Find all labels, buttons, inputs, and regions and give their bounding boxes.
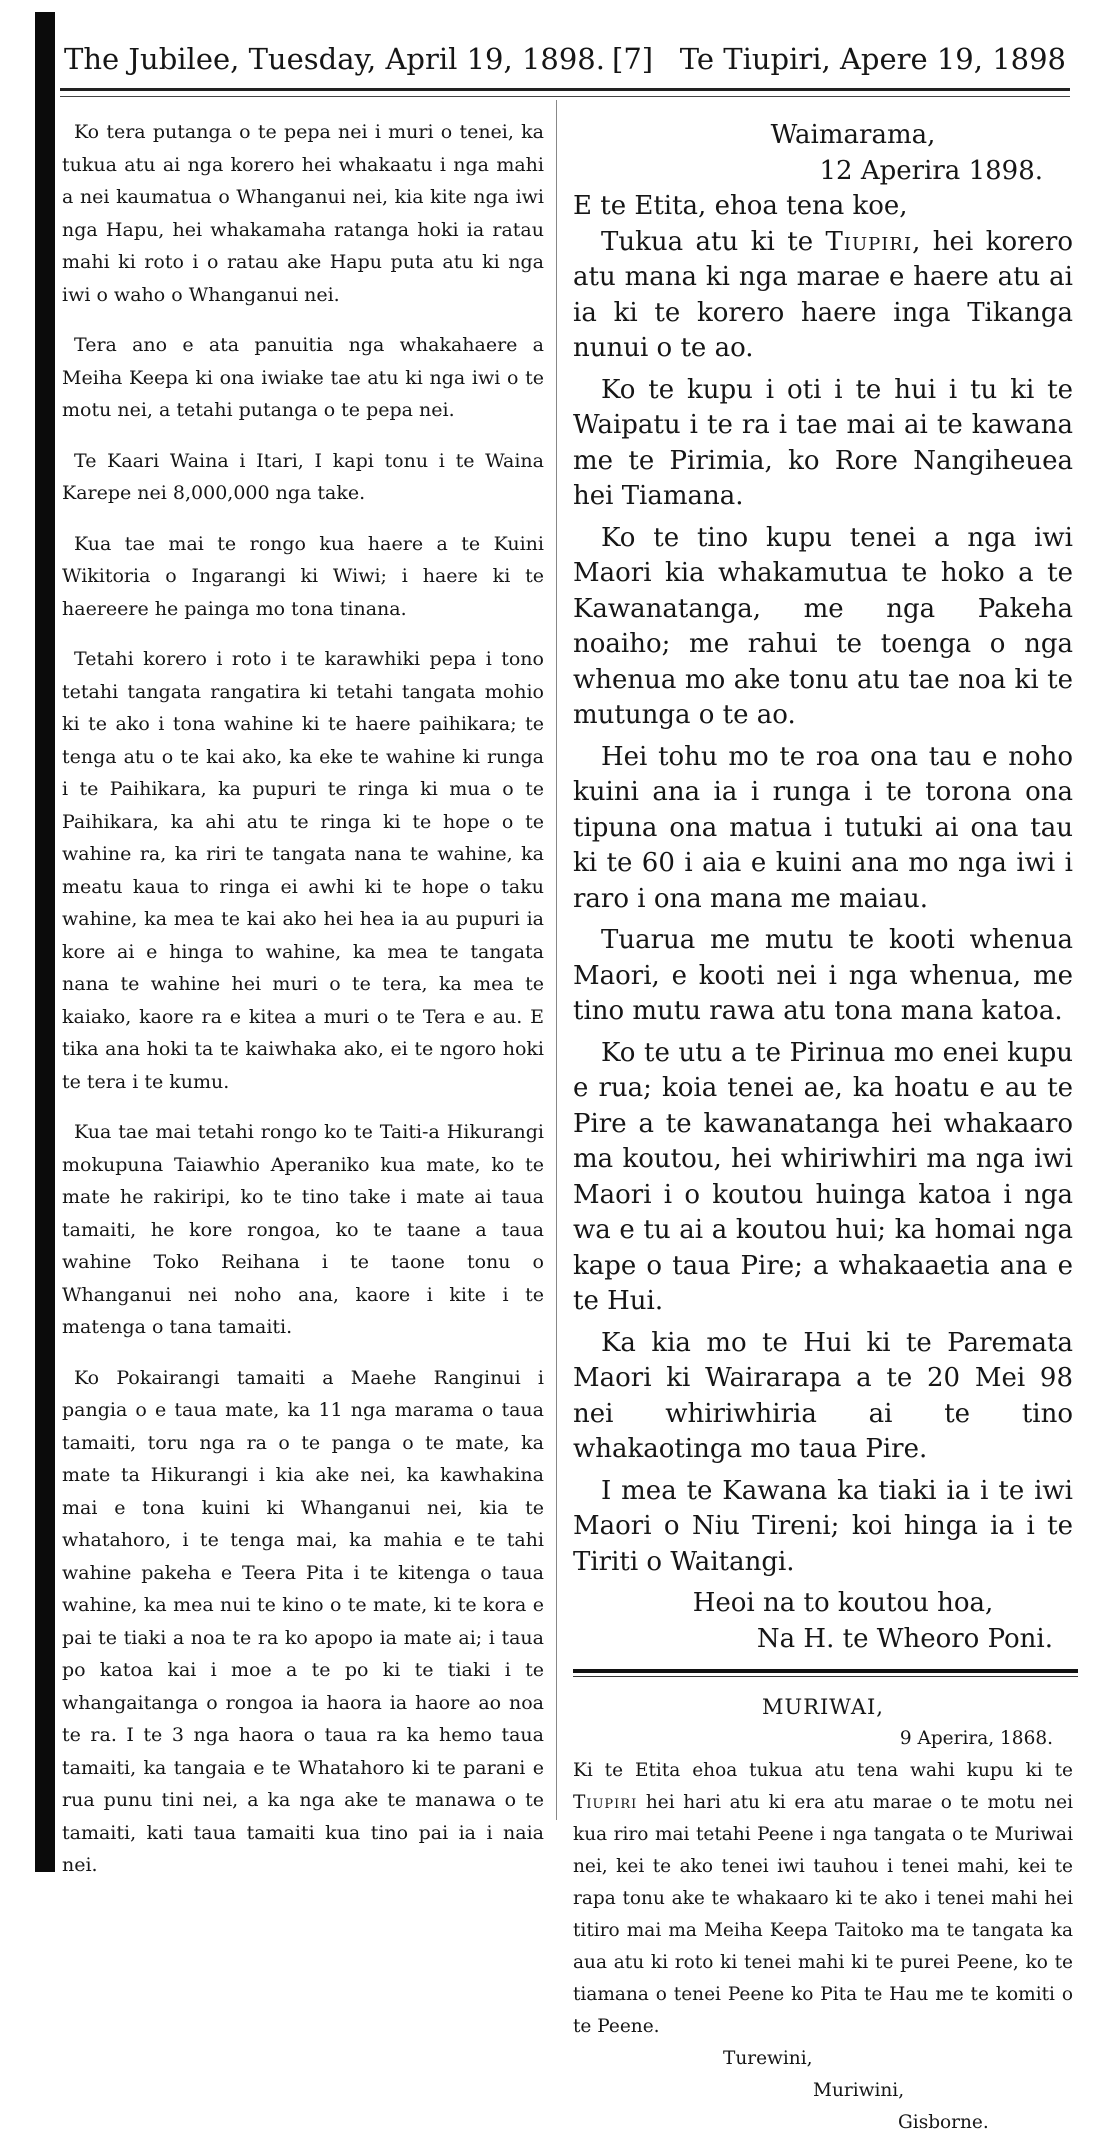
letter-date: 9 Aperira, 1868. [899, 1728, 1053, 1749]
news-paragraph: Tetahi korero i roto i te karawhiki pepa i tono tetahi tangata rangatira ki tetahi tangata mohio ki te ako i tona wahine ki te haere paihikara; te tenga atu o te kai ako, ka eke te wahine ki runga i te Paihikara, ka pupuri te ringa ki mua o te Paihikara, ka ahi atu te ringa ki te hope o te wahine ra, ka riri te tangata nana te wahine, ka meatu kaua to ringa ei awhi ki te hope o taku wahine, ka mea te kai ako hei hea ia au pupuri ia kore ai e hinga to wahine, ka mea te tangata nana te wahine hei muri o te tera, ka mea te kaiako, kaore ra e kitea a muri o te Tera e au. E tika ana hoki ta te kaiwhaka ako, ei te ngoro hoki te tera i te kumu. [62, 648, 544, 1093]
right-column [573, 118, 1073, 2139]
letter-paragraph: Ko te tino kupu tenei a nga iwi Maori kia whakamutua te hoko a te Kawanatanga, me nga Pakeha noaiho; me rahui te toenga o nga whenua mo ake tonu atu tae noa ki te mutunga o te ao. [573, 522, 1073, 730]
letter-body [573, 1755, 1073, 2043]
news-paragraph: Ko tera putanga o te pepa nei i muri o tenei, ka tukua atu ai nga korero hei whakaatu i nga mahi a nei kaumatua o Whanganui nei, kia kite nga iwi nga Hapu, hei whakamaha ratanga hoki ia ratau mahi ki roto i o ratau ake Hapu puta atu ki nga iwi o waho o Whanganui nei. [62, 121, 544, 306]
paper-name: Tiupiri [825, 226, 913, 257]
signature-line: Muriwini, [813, 2080, 905, 2101]
letter-paragraph: Ka kia mo te Hui ki te Paremata Maori ki Wairarapa a te 20 Mei 98 nei whiriwhiria ai te tino whakaotinga mo taua Pire. [573, 1327, 1073, 1464]
letter-muriwai [573, 1691, 1073, 2139]
paper-name: Tiupiri [573, 1792, 638, 1813]
letter-salutation: E te Etita, ehoa tena koe, [573, 191, 908, 221]
header-english-title: The Jubilee, Tuesday, April 19, 1898. [64, 42, 605, 76]
text-span: hei hari atu ki era atu marae o te motu nei kua riro mai tetahi Peene i nga tangata o te Muriwai nei, kei te ako tenei iwi tauhou i tenei mahi, kei te rapa tonu ake te whakaaro ki te ako i tenei mahi hei titiro mai ma Meiha Keepa Taitoko ma te tangata ka aua atu ki roto ki tenei mahi ki te purei Peene, ko te tiamana o tenei Peene ko Pita te Hau me te komiti o te Peene. [573, 1792, 1073, 2037]
header-rule-thin [60, 96, 1070, 97]
section-rule-thin [573, 1676, 1078, 1677]
signature-line: Turewini, [723, 2048, 813, 2069]
letter-location: Waimarama, [770, 120, 936, 150]
text-span: Tukua atu ki te [601, 226, 826, 257]
letter-closing: Heoi na to koutou hoa, [692, 1588, 994, 1618]
news-paragraph: Kua tae mai te rongo kua haere a te Kuini Wikitoria o Ingarangi ki Wiwi; i haere ki te haereere he painga mo tona tinana. [62, 532, 544, 620]
news-paragraph: Ko Pokairangi tamaiti a Maehe Ranginui i pangia o e taua mate, ka 11 nga marama o taua tamaiti, toru nga ra o te panga o te mate, ka mate ta Hikurangi i kia ake nei, ka kawhakina mai e tona kuini ki Whanganui nei, kia te whatahoro, i te tenga mai, ka mahia e te tahi wahine pakeha e Teera Pita i te kitenga o taua wahine, ka mea nui te kino o te mate, ki te kora e pai te tiaki a noa te ra ko apopo ia mate ai; i taua po katoa kai i moe a te po ki te tiaki i te whangaitanga o rongoa ia haora ia haore ao noa te ra. I te 3 nga haora o taua ra ka hemo taua tamaiti, ka tangaia e te Whatahoro ki te parani e rua punu tini nei, a ka nga ake te manawa o te tamaiti, kati taua tamaiti kua tino pai ia i naia nei. [62, 1366, 544, 1876]
letter-title: MURIWAI, [762, 1695, 884, 1719]
news-paragraph: Te Kaari Waina i Itari, I kapi tonu i te Waina Karepe nei 8,000,000 nga take. [62, 449, 544, 504]
left-column [62, 116, 544, 1900]
letter-paragraph: Ko te utu a te Pirinua mo enei kupu e rua; koia tenei ae, ka hoatu e au te Pire a te kawanatanga hei whakaaro ma koutou, hei whiriwhiri ma nga iwi Maori i o koutou huinga katoa i nga wa e tu ai a koutou hui; ka homai nga kape o taua Pire; a whakaaetia ana e te Hui. [573, 1037, 1073, 1316]
letter-waimarama [573, 118, 1073, 1657]
header-rule-thick [60, 88, 1070, 91]
letter-paragraph: Tuarua me mutu te kooti whenua Maori, e kooti nei i nga whenua, me tino mutu rawa atu tona mana katoa. [573, 925, 1073, 1026]
page-number: [7] [612, 42, 654, 76]
news-paragraph: Tera ano e ata panuitia nga whakahaere a Meiha Keepa ki ona iwiake tae atu ki nga iwi o te motu nei, a tetahi putanga o te pepa nei. [62, 334, 544, 421]
binding-shadow [35, 12, 55, 1872]
header-maori-title: Te Tiupiri, Apere 19, 1898 [679, 42, 1066, 76]
letter-paragraph: Hei tohu mo te roa ona tau e noho kuini ana ia i runga i te torona ona tipuna ona matua i tutuki ai ona tau ki te 60 i aia e kuini ana mo nga iwi i raro i ona mana me maiau. [573, 741, 1073, 914]
section-rule-thick [573, 1669, 1078, 1673]
page-header [56, 38, 1066, 88]
letter-date: 12 Aperira 1898. [819, 155, 1043, 186]
letter-paragraph: I mea te Kawana ka tiaki ia i te iwi Maori o Niu Tireni; koi hinga ia i te Tiriti o Waitangi. [573, 1475, 1073, 1577]
letter-signature: Na H. te Wheoro Poni. [756, 1623, 1053, 1654]
letter-paragraph [573, 225, 1073, 367]
letter-paragraph: Ko te kupu i oti i te hui i tu ki te Waipatu i te ra i tae mai ai te kawana me te Pirimia, ko Rore Nangiheuea hei Tiamana. [573, 374, 1073, 511]
signature-line: Gisborne. [898, 2112, 989, 2133]
text-span: , hei korero atu mana ki nga marae e haere atu ai ia ki te korero haere inga Tikanga nunui o te ao. [573, 226, 1074, 363]
column-divider [556, 100, 557, 1820]
scan-binding-edge [0, 0, 55, 1888]
text-span: Ki te Etita ehoa tukua atu tena wahi kupu ki te [573, 1760, 1073, 1781]
news-paragraph: Kua tae mai tetahi rongo ko te Taiti-a Hikurangi mokupuna Taiawhio Aperaniko kua mate, ko te mate he rakiripi, ko te tino take i mate ai taua tamaiti, he kore rongoa, ko te taane a taua wahine Toko Reihana i te taone tonu o Whanganui nei noho ana, kaore i kite i te matenga o tana tamaiti. [62, 1121, 544, 1338]
